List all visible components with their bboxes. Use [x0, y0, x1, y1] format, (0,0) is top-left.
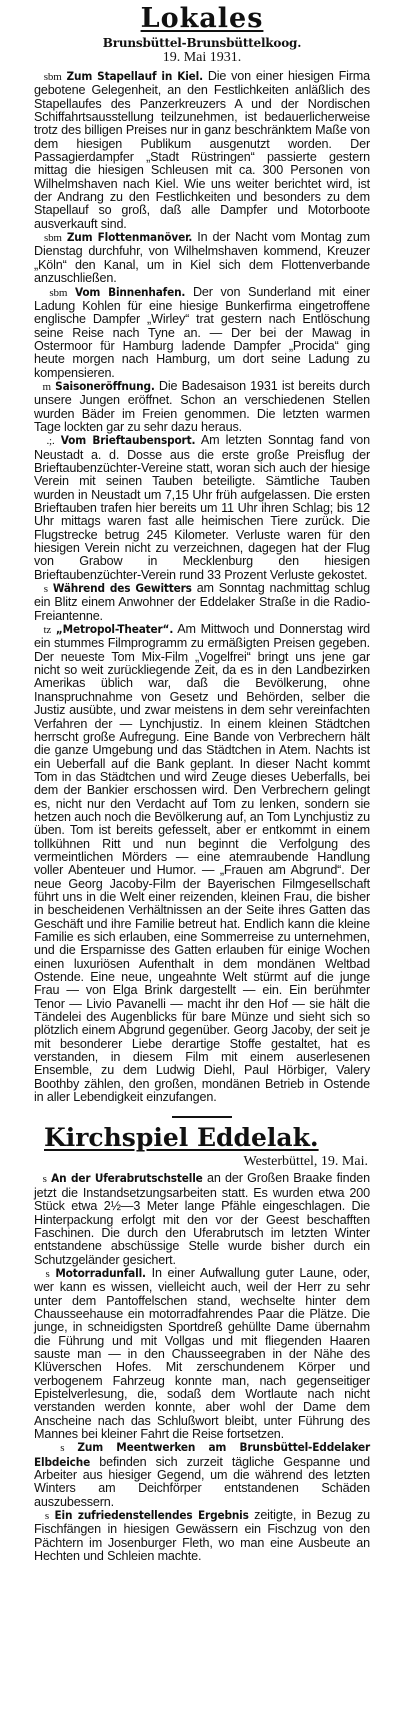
article-mark: tz: [43, 624, 52, 637]
article-body: In einer Aufwallung guter Laune, oder, wer kann es wissen, vielleicht auch, weil der Herr zu sehr unter dem Pantoffelschen stand, wechselte hinter dem Chausseehause ein motorradfahrendes Paar die Plätze. Die junge, in schneidigsten Sportdreß gehüllte Dame übernahm die Führung und mit Vollgas und mit fliegenden Haaren sauste man — in den Chausseegraben in der Nähe des Klüverschen Hofes. Mit zerschundenem Körper und verbogenem Fahrzeug konnte man, nach gegenseitiger Epistelverlesung, die, sodaß dem Wortlaute nach nicht verstanden werden konnte, aber wohl der Dame dem Anscheine nach das Schlußwort bleibt, unter Führung des Mannes bei kleiner Fahrt die Reise fortsetzen.: [34, 1265, 370, 1441]
article: [34, 582, 370, 623]
article-mark: m: [42, 380, 51, 393]
articles-local: [34, 70, 370, 1104]
article-body: Am Mittwoch und Donnerstag wird ein stummes Filmprogramm zu ermäßigten Preisen gegeben. Der neueste Tom Mix-Film „Vogelfrei“ bringt uns jene gar nicht so weit zurückliegende Zeit, da es in den Landbezirken Amerikas üblich war, daß die Bevölkerung, ohne Inanspruchnahme von Gesetz und Behörden, selber die Justiz ausübte, und zwar meistens in dem sehr vereinfachten Verfahren der — Lynchjustiz. In einem kleinen Städtchen herrscht große Aufregung. Eine Bande von Verbrechern hält die ganze Umgebung und das Städtchen in Atem. Nachts ist ein Ueberfall auf die Bank geplant. In dieser Nacht kommt Tom in das Städtchen und wird Zeuge dieses Ueberfalls, bei dem der Bankier erschossen wird. Den Verbrechern gelingt es, nicht nur den Verdacht auf Tom zu lenken, sondern sie hetzen auch noch die Bevölkerung auf, an Tom Lynchjustiz zu üben. Tom ist bereits gefesselt, aber er entkommt in einem tollkühnen Ritt und nun beginnt die Verfolgung des vermeintlichen Mörders — eine atemraubende Handlung voller Abenteuer und Humor. — „Frauen am Abgrund“. Der neue Georg Jacoby-Film der Bayerischen Filmgesellschaft führt uns in die Welt einer reizenden, kleinen Frau, die bisher in bescheidenen Verhältnissen an der Seite ihres Gatten das Geschäft und ihre Familie betreut hat. Endlich kann die kleine Familie es sich erlauben, eine Sommerreise zu unternehmen, und die Ersparnisse des Gatten erlauben für einige Wochen einen luxuriösen Aufenthalt in dem mondänen Weltbad Ostende. Eine neue, ungeahnte Welt stürmt auf die junge Frau — von Elga Brink dargestellt — ein. Ein berühmter Tenor — Livio Pavanelli — macht ihr den Hof — sie hält die Tändelei des Augenblicks für bare Münze und sieht sich so plötzlich einem Abgrund gegenüber. Georg Jacoby, der seit je mit besonderer Liebe derartige Stoffe gestaltet, hat es verstanden, in diesem Film mit einem auserlesenen Ensemble, zu dem Ludwig Diehl, Paul Hörbiger, Valery Boothby zählen, den großen, mondänen Betrieb in Ostende in aller Lebendigkeit einzufangen.: [34, 622, 370, 1105]
newspaper-page: [0, 4, 400, 1563]
articles-eddelak: [34, 1172, 370, 1563]
article-mark: s: [43, 583, 48, 596]
article-body: In der Nacht vom Montag zum Dienstag durchfuhr, von Wilhelmshaven kommend, Kreuzer „Köln“ den Kanal, um in Kiel sich dem Flottenverbande anzuschließen.: [34, 230, 371, 286]
article-mark: s: [60, 1442, 65, 1455]
article-mark: s: [42, 1173, 47, 1186]
article: [34, 1509, 370, 1563]
article-body: befinden sich zurzeit tägliche Gespanne und Arbeiter aus hiesiger Gegend, um die während des letzten Winters am Deichförper entstandenen Schäden auszubessern.: [34, 1454, 370, 1509]
article-headline: Vom Brieftaubensport.: [60, 433, 196, 448]
article-body: Die Badesaison 1931 ist bereits durch unsere Jungen eröffnet. Schon an verschiedenen Stellen wurden Bäder im Freien genommen. Die letzten warmen Tage lockten gar zu sehr dazu heraus.: [34, 378, 370, 434]
place-line: Brunsbüttel-Brunsbüttelkoog.: [102, 36, 302, 50]
article-body: Der von Sunderland mit einer Ladung Kohlen für eine hiesige Bunkerfirma eingetroffene englische Dampfer „Wirley“ trat gestern nach Entlöschung seine Reise nach Tyne an. — Der bei der Mawag in Ostermoor für Hamburg ladende Dampfer „Procida“ ging heute morgen nach Hamburg, um dort seine Ladung zu kompensieren.: [34, 284, 370, 380]
article: [34, 70, 370, 231]
article-headline: Motorradunfall.: [55, 1265, 146, 1280]
article-mark: sbm: [43, 232, 62, 245]
article-headline: Vom Binnenhafen.: [75, 284, 186, 299]
article-mark: s: [45, 1267, 50, 1280]
section-divider: [172, 1116, 232, 1118]
article: [34, 623, 370, 1104]
article-headline: „Metropol-Theater“.: [55, 622, 174, 637]
date-line: 19. Mai 1931.: [162, 50, 242, 65]
article-mark: sbm: [43, 71, 62, 83]
article: [34, 1172, 370, 1266]
article-mark: sbm: [49, 286, 68, 299]
article-mark: .;.: [46, 435, 55, 448]
article-body: an der Großen Braake finden jetzt die Instandsetzungsarbeiten statt. Es wurden etwa 200 Stück etwa 2½—3 Meter lange Pfähle eingeschlagen. Die Hinterpackung erfolgt mit den vor der Geest beschafften Faschinen. Die durch den Uferabrutsch im letzten Winter entstandene abschüssige Stelle wurde bisher durch ein Schutzgeländer gesichert.: [34, 1171, 370, 1267]
article: [34, 380, 370, 434]
article-headline: Zum Meentwerken am Brunsbüttel-Eddelaker Elbdeiche: [34, 1440, 370, 1469]
article-body: am Sonntag nachmittag schlug ein Blitz einem Anwohner der Eddelaker Straße in die Radio-Freiantenne.: [34, 581, 371, 623]
article-headline: Zum Flottenmanöver.: [66, 230, 193, 245]
article-body: zeitigte, in Bezug zu Fischfängen in hiesigen Gewässern ein Fischzug von den Pächtern im Josenburger Fleth, wo man eine Ausbeute an Hechten und Schleien machte.: [34, 1508, 370, 1564]
section-title: Kirchspiel Eddelak.: [44, 1123, 319, 1153]
article-headline: An der Uferabrutschstelle: [51, 1171, 203, 1186]
article: [34, 286, 370, 380]
article-headline: Ein zufriedenstellendes Ergebnis: [54, 1508, 249, 1523]
article: [34, 434, 370, 582]
article-mark: s: [44, 1510, 50, 1523]
article-body: Die von einer hiesigen Firma gebotene Gelegenheit, an den Festlichkeiten anläßlich des Stapellaufes des Panzerkreuzers A und der Nordischen Schiffahrtsausstellung teilzunehmen, ist bedauerlicherweise trotz des billigen Preises nur in ganz beschränktem Maße von dem hiesigen Publikum ausgenutzt worden. Der Passagierdampfer „Stadt Rüstringen“ passierte gestern mittag die hiesigen Schleusen mit ca. 300 Personen von Wilhelmshaven nach Kiel. Wie uns weiter berichtet wird, ist der Andrang zu den Festlichkeiten und besonders zu dem Stapellauf so groß, daß alle Dampfer und Motorboote ausverkauft sind.: [34, 69, 370, 231]
article-body: Am letzten Sonntag fand von Neustadt a. d. Dosse aus die erste große Preisflug der Brieftaubenzüchter-Vereine statt, woran sich auch der hiesige Verein mit seinen Tauben beteiligte. Sämtliche Tauben wurden in Neustadt um 7,15 Uhr früh aufgelassen. Die ersten Brieftauben trafen hier bereits um 11 Uhr ihren Schlag; bis 12 Uhr mittags waren fast alle heimischen Tiere zurück. Die Flugstrecke betrug 245 Kilometer. Verluste waren für den hiesigen Verein nicht zu verzeichnen, dagegen hat der Flug von Grabow in Mecklenburg den hiesigen Brieftaubenzüchter-Verein rund 33 Prozent Verluste gekostet.: [34, 433, 370, 582]
article-headline: Während des Gewitters: [52, 581, 192, 596]
dateline: Westerbüttel, 19. Mai.: [243, 1154, 368, 1170]
article-headline: Zum Stapellauf in Kiel.: [66, 69, 203, 83]
article-headline: Saisoneröffnung.: [55, 378, 155, 393]
article: [34, 1267, 370, 1441]
section-title: Lokales: [140, 3, 264, 34]
article: [34, 231, 370, 285]
article: [34, 1441, 370, 1509]
